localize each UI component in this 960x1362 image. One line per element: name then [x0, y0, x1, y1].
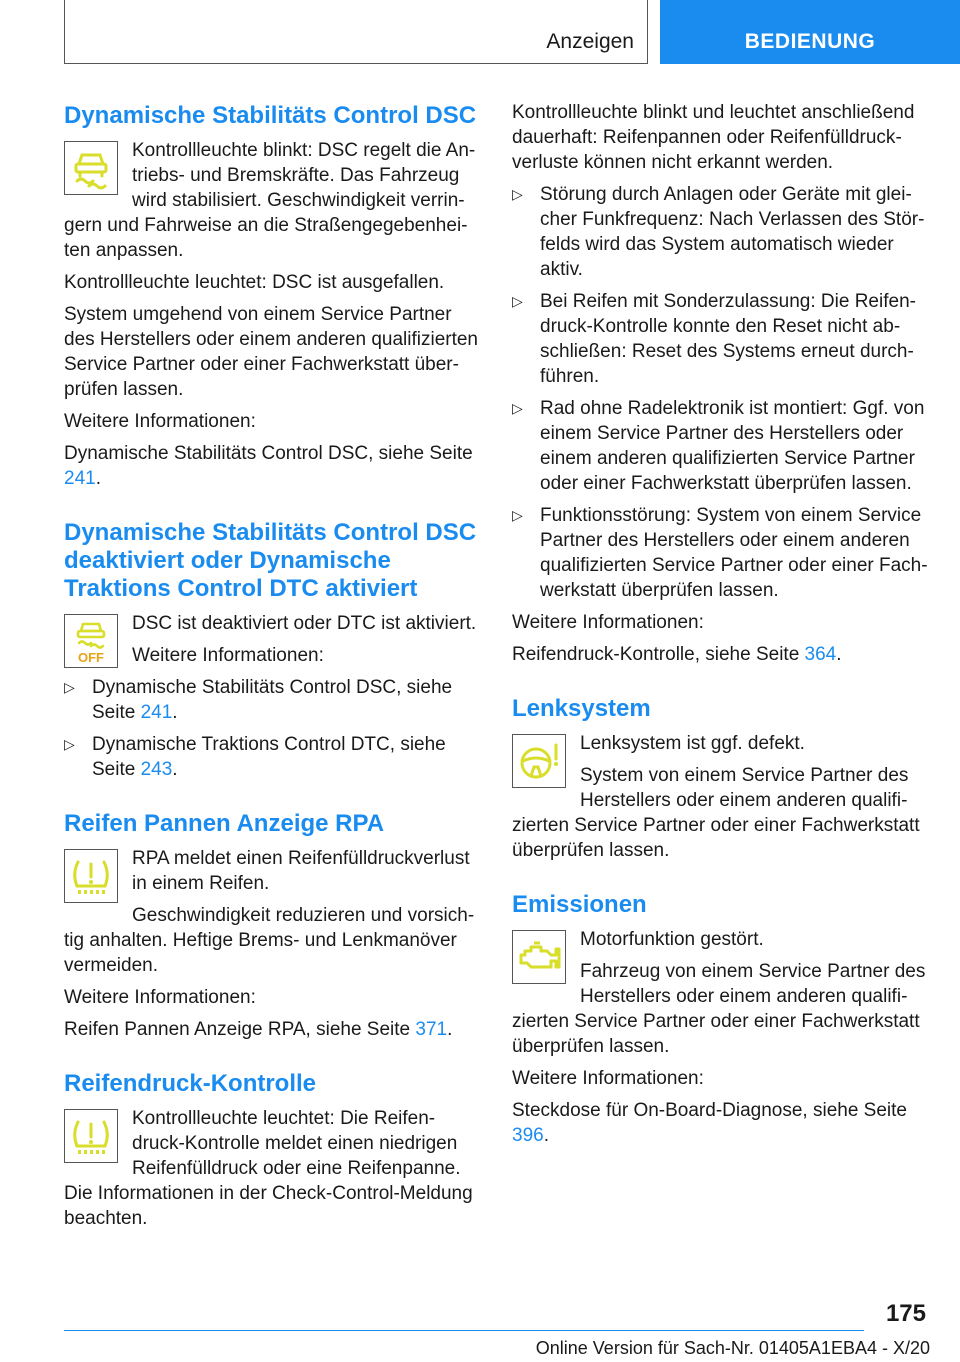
- page-link-364[interactable]: 364: [804, 644, 837, 665]
- heading-rdc: Reifendruck-Kontrolle: [64, 1070, 317, 1097]
- emissions-text-1: Motorfunktion gestört.: [580, 929, 764, 950]
- emissions-more-info: Weitere Informationen:: [512, 1068, 704, 1089]
- dsc-more-info: Weitere Informationen:: [64, 411, 256, 432]
- dsc-warning-icon: [64, 141, 118, 195]
- rdc-text-2: Kontrollleuchte blinkt und leuchtet anschließend dauerhaft: Reifenpannen oder Reifenfülldruckverluste können nicht erkannt werden.: [512, 102, 915, 173]
- rdc-reference: Reifendruck-Kontrolle, siehe Seite 364.: [512, 644, 842, 665]
- section-dsc-off: [64, 519, 480, 782]
- dsc-text-2: Kontrollleuchte leuchtet: DSC ist ausgefallen.: [64, 272, 445, 293]
- dsc-off-list-2: [64, 732, 480, 782]
- list-item: ▷ Dynamische Traktions Control DTC, siehe Seite 243.: [64, 732, 480, 782]
- right-column: [512, 100, 928, 1176]
- engine-icon: [512, 930, 566, 984]
- dsc-reference: Dynamische Stabilitäts Control DSC, siehe Seite 241.: [64, 443, 473, 489]
- header-section-title: Anzeigen: [546, 30, 634, 53]
- list-item: ▷ Dynamische Stabilitäts Control DSC, siehe Seite 241.: [64, 675, 480, 725]
- dsc-off-icon: [64, 614, 118, 668]
- heading-rpa: Reifen Pannen Anzeige RPA: [64, 810, 385, 837]
- section-steering: [512, 695, 928, 863]
- tire-pressure-icon: [64, 1109, 118, 1163]
- steering-text-2: System von einem Service Partner des Herstellers oder einem anderen qualifizierten Service Partner oder einer Fachwerkstatt überprüfen lassen.: [512, 765, 920, 861]
- left-column: [64, 100, 480, 1259]
- section-dsc: [64, 102, 480, 491]
- rpa-text-2: Geschwindigkeit reduzieren und vorsichtig anhalten. Heftige Brems- und Lenkmanöver vermeiden.: [64, 905, 475, 976]
- svg-text:OFF: OFF: [78, 650, 104, 665]
- footer-divider: [64, 1330, 864, 1331]
- page-link-241[interactable]: 241: [140, 702, 173, 723]
- steering-warning-icon: [512, 734, 566, 788]
- list-item: ▷ Funktionsstörung: System von einem Service Partner des Herstellers oder einem anderen qualifizierten Service Partner oder einer Fachwerkstatt überprüfen lassen.: [512, 503, 928, 603]
- dsc-off-list-1: [64, 675, 480, 725]
- rpa-text-1: RPA meldet einen Reifenfülldruckverlust in einem Reifen.: [132, 848, 470, 894]
- dsc-off-more-info: Weitere Informationen:: [132, 645, 324, 666]
- rdc-more-info: Weitere Informationen:: [512, 612, 704, 633]
- list-item: ▷ Bei Reifen mit Sonderzulassung: Die Reifendruck-Kontrolle konnte den Reset nicht abschließen: Reset des Systems erneut durchführen.: [512, 289, 928, 389]
- heading-dsc-off: Dynamische Stabilitäts Control DSC deaktiviert oder Dynamische Traktions Control DTC aktiviert: [64, 519, 477, 602]
- header-tab-bedienung[interactable]: BEDIENUNG: [660, 0, 960, 64]
- steering-text-1: Lenksystem ist ggf. defekt.: [580, 733, 805, 754]
- heading-dsc: Dynamische Stabilitäts Control DSC: [64, 102, 477, 129]
- emissions-text-2: Fahrzeug von einem Service Partner des Herstellers oder einem anderen qualifizierten Service Partner oder einer Fachwerkstatt überprüfen lassen.: [512, 961, 926, 1057]
- section-rpa: [64, 810, 480, 1042]
- rpa-reference: Reifen Pannen Anzeige RPA, siehe Seite 371.: [64, 1019, 453, 1040]
- page-link-396[interactable]: 396: [512, 1125, 544, 1146]
- dsc-text-1: Kontrollleuchte blinkt: DSC regelt die Antriebs- und Bremskräfte. Das Fahrzeug wird stabilisiert. Geschwindigkeit verringern und Fahrweise an die Straßengegebenheiten anpassen.: [64, 140, 476, 261]
- dsc-text-3: System umgehend von einem Service Partner des Herstellers oder einem anderen qualifizierten Service Partner oder einer Fachwerkstatt überprüfen lassen.: [64, 304, 479, 400]
- list-item: ▷ Rad ohne Radelektronik ist montiert: Ggf. von einem Service Partner des Herstellers oder einem anderen qualifizierten Service Partner oder einer Fachwerkstatt überprüfen lassen.: [512, 396, 928, 496]
- page-link-243[interactable]: 243: [140, 759, 173, 780]
- tire-pressure-icon: [64, 849, 118, 903]
- emissions-reference: Steckdose für On-Board-Diagnose, siehe Seite 396.: [512, 1100, 907, 1146]
- heading-emissions: Emissionen: [512, 891, 647, 918]
- footer-text: Online Version für Sach-Nr. 01405A1EBA4 - X/20: [535, 1338, 930, 1358]
- rpa-more-info: Weitere Informationen:: [64, 987, 256, 1008]
- heading-steering: Lenksystem: [512, 695, 651, 722]
- section-rdc-continued: [512, 100, 928, 667]
- page-link-241[interactable]: 241: [64, 468, 96, 489]
- rdc-list: [512, 182, 928, 603]
- dsc-off-text-1: DSC ist deaktiviert oder DTC ist aktiviert.: [132, 613, 477, 634]
- rdc-text-1: Kontrollleuchte leuchtet: Die Reifendruck-Kontrolle meldet einen niedrigen Reifenfülldruck oder eine Reifenpanne. Die Informationen in der Check-Control-Meldung beachten.: [64, 1108, 473, 1229]
- list-item: ▷ Störung durch Anlagen oder Geräte mit gleicher Funkfrequenz: Nach Verlassen des Störfelds wird das System automatisch wieder aktiv.: [512, 182, 928, 282]
- page-link-371[interactable]: 371: [415, 1019, 448, 1040]
- page-number: 175: [885, 1300, 926, 1327]
- section-rdc: [64, 1070, 480, 1231]
- section-emissions: [512, 891, 928, 1148]
